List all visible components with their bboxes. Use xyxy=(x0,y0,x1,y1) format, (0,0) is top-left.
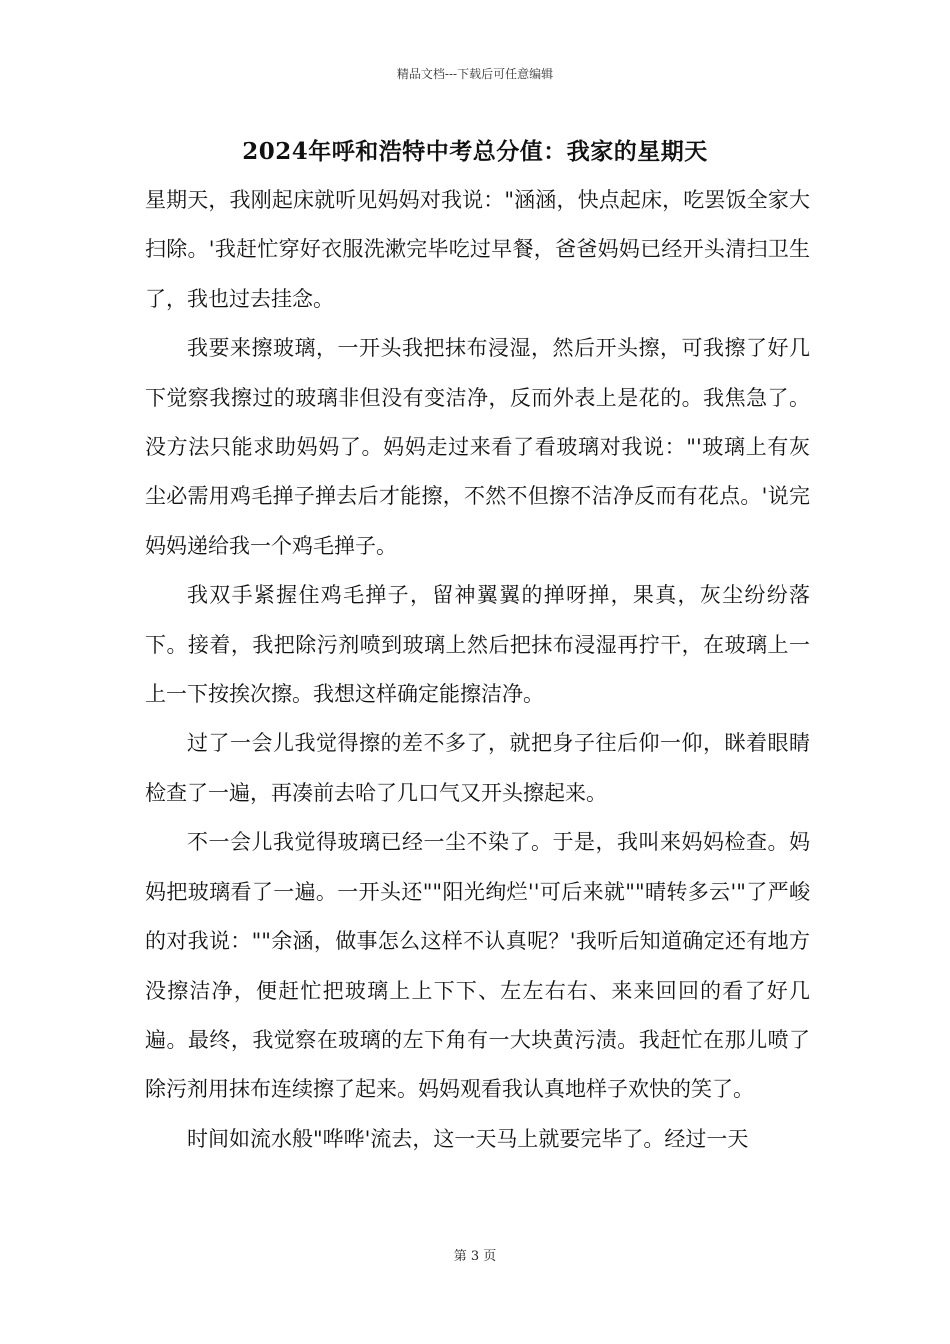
paragraph-4: 过了一会儿我觉得擦的差不多了，就把身子往后仰一仰，眯着眼睛检查了一遍，再凑前去哈了几口气又开头擦起来。 xyxy=(145,731,810,805)
document-body xyxy=(145,176,810,1164)
paragraph-5: 不一会儿我觉得玻璃已经一尘不染了。于是，我叫来妈妈检查。妈妈把玻璃看了一遍。一开头还""阳光绚烂''可后来就""晴转多云'"了严峻的对我说：""余涵，做事怎么这样不认真呢？'我听后知道确定还有地方没擦洁净，便赶忙把玻璃上上下下、左左右右、来来回回的看了好几遍。最终，我觉察在玻璃的左下角有一大块黄污渍。我赶忙在那儿喷了除污剂用抹布连续擦了起来。妈妈观看我认真地样子欢快的笑了。 xyxy=(145,830,810,1102)
paragraph-1: 星期天，我刚起床就听见妈妈对我说："涵涵，快点起床，吃罢饭全家大扫除。'我赶忙穿好衣服洗漱完毕吃过早餐，爸爸妈妈已经开头清扫卫生了，我也过去挂念。 xyxy=(145,188,810,311)
paragraph-6: 时间如流水般"哗哗'流去，这一天马上就要完毕了。经过一天 xyxy=(187,1126,749,1151)
paragraph-3: 我双手紧握住鸡毛掸子，留神翼翼的掸呀掸，果真，灰尘纷纷落下。接着，我把除污剂喷到玻璃上然后把抹布浸湿再拧干，在玻璃上一上一下按挨次擦。我想这样确定能擦洁净。 xyxy=(145,583,810,707)
paragraph-2: 我要来擦玻璃，一开头我把抹布浸湿，然后开头擦，可我擦了好几下觉察我擦过的玻璃非但没有变洁净，反而外表上是花的。我焦急了。没方法只能求助妈妈了。妈妈走过来看了看玻璃对我说："'玻璃上有灰尘必需用鸡毛掸子掸去后才能擦，不然不但擦不洁净反而有花点。'说完妈妈递给我一个鸡毛掸子。 xyxy=(145,336,810,558)
page-header: 精品文档---下载后可任意编辑 xyxy=(396,67,554,81)
document-title: 2024年呼和浩特中考总分值：我家的星期天 xyxy=(242,138,708,165)
page-number: 第 3 页 xyxy=(453,1249,497,1264)
